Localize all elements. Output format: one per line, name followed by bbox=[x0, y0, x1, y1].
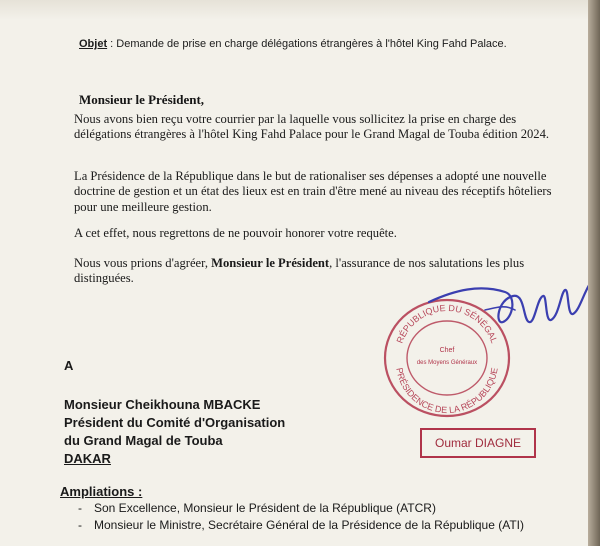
paragraph-refusal: A cet effet, nous regrettons de ne pouvoir honorer votre requête. bbox=[74, 226, 397, 240]
seal-inner-line2: des Moyens Généraux bbox=[416, 360, 478, 366]
closing-text-start: Nous vous prions d'agréer, bbox=[74, 256, 212, 270]
subject-line bbox=[79, 38, 507, 50]
addressee-name: Monsieur Cheikhouna MBACKE bbox=[64, 397, 261, 412]
addressee-prefix: A bbox=[64, 358, 74, 373]
ampliation-item: - Son Excellence, Monsieur le Président de la République (ATCR) bbox=[72, 500, 524, 517]
name-stamp bbox=[420, 428, 536, 458]
addressee-title-line1: Président du Comité d'Organisation bbox=[64, 415, 286, 430]
paper-fold-shadow bbox=[0, 0, 588, 20]
salutation: Monsieur le Président, bbox=[79, 92, 205, 107]
paragraph-acknowledgement: Nous avons bien reçu votre courrier par la laquelle vous sollicitez la prise en charge des délégations étrangères à l'hôtel King Fahd Palace pour le Grand Magal de Touba édition 2024. bbox=[74, 112, 550, 142]
ampliations-title: Ampliations : bbox=[60, 484, 143, 499]
seal-outer-bottom-text: PRÉSIDENCE DE LA RÉPUBLIQUE bbox=[394, 366, 500, 416]
addressee-block bbox=[64, 396, 285, 468]
ampliation-item: - Monsieur le Ministre, Secrétaire Général de la Présidence de la République (ATI) bbox=[72, 517, 524, 534]
paragraph-rationale: La Présidence de la République dans le but de rationaliser ses dépenses a adopté une nouvelle doctrine de gestion et un état des lieux est en train d'être mené au niveau des réceptifs hôteliers pour une meilleure gestion. bbox=[74, 169, 552, 214]
ampliations-list bbox=[72, 500, 524, 534]
closing-text-bold: Monsieur le Président bbox=[211, 256, 330, 270]
addressee-city: DAKAR bbox=[64, 451, 111, 466]
name-stamp-text: Oumar DIAGNE bbox=[434, 436, 521, 450]
addressee-title-line2: du Grand Magal de Touba bbox=[64, 433, 223, 448]
seal-outer-top-text: RÉPUBLIQUE DU SÉNÉGAL bbox=[394, 302, 500, 345]
handwritten-signature bbox=[425, 270, 600, 340]
subject-text: : Demande de prise en charge délégations étrangères à l'hôtel King Fahd Palace. bbox=[107, 38, 507, 50]
subject-label: Objet bbox=[79, 38, 108, 50]
page-edge-shadow bbox=[588, 0, 600, 546]
closing-text-end: , l'assurance de nos salutations les plus distinguées. bbox=[74, 256, 525, 286]
seal-inner-line1: Chef bbox=[439, 347, 455, 354]
